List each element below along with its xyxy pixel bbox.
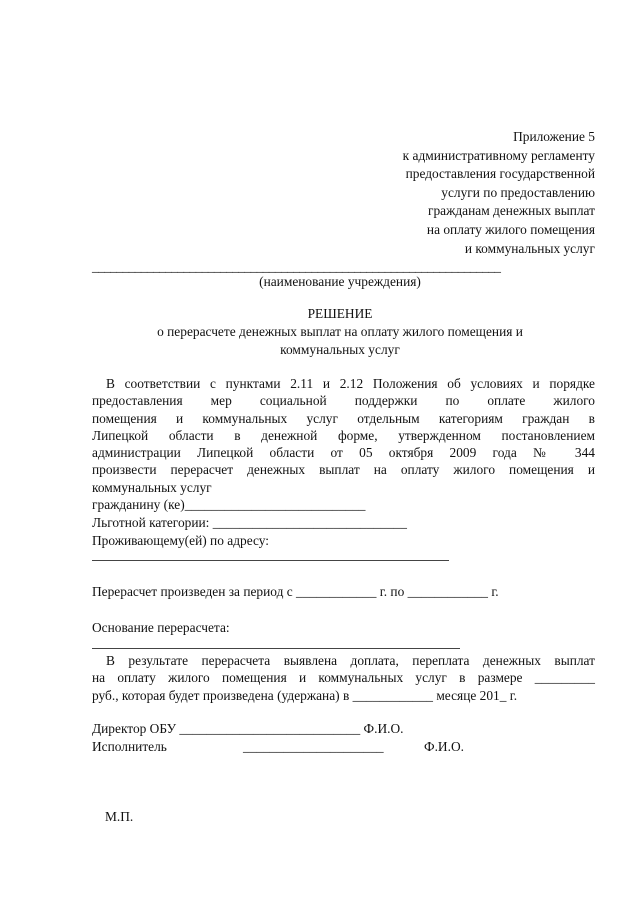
main-paragraph <box>92 375 595 496</box>
result-paragraph <box>92 652 595 704</box>
appendix-line: на оплату жилого помещения <box>426 221 595 237</box>
appendix-line: гражданам денежных выплат <box>427 203 595 219</box>
executor-name: Ф.И.О. <box>424 739 464 754</box>
basis-label: Основание перерасчета: <box>92 620 230 635</box>
appendix-line: к административному регламенту <box>402 147 595 163</box>
appendix-line: предоставления государственной <box>405 166 595 182</box>
appendix-line: Приложение 5 <box>513 129 595 144</box>
paragraph-line: помещения и коммунальных услуг отдельным категориям граждан в <box>92 410 595 426</box>
address-label: Проживающему(ей) по адресу: <box>92 533 269 548</box>
basis-line <box>92 648 460 649</box>
citizen-field: гражданину (ке)___________________________ <box>92 497 366 512</box>
address-line <box>92 560 449 561</box>
document-subtitle-line1: о перерасчете денежных выплат на оплату жилого помещения и <box>157 324 523 339</box>
result-line: руб., которая будет произведена (удержана) в ____________ месяце 201_ г. <box>92 687 518 703</box>
institution-blank: ___________________________________________________________________ <box>92 259 501 274</box>
appendix-header <box>295 128 595 258</box>
result-line: на оплату жилого помещения и коммунальных услуг в размере _________ <box>92 670 595 686</box>
executor-label: Исполнитель <box>92 739 167 754</box>
document-title: РЕШЕНИЕ <box>307 306 373 321</box>
period-field: Перерасчет произведен за период с ____________ г. по ____________ г. <box>92 584 499 599</box>
appendix-line: и коммунальных услуг <box>464 240 595 256</box>
paragraph-line: Липецкой области в денежной форме, утвержденном постановлением <box>92 427 595 443</box>
paragraph-line: администрации Липецкой области от 05 октября 2009 года № 344 <box>92 445 595 461</box>
document-subtitle-line2: коммунальных услуг <box>280 342 400 357</box>
category-field: Льготной категории: _____________________________ <box>92 515 407 530</box>
institution-caption: (наименование учреждения) <box>259 274 421 289</box>
stamp-placeholder: М.П. <box>105 809 134 824</box>
paragraph-line: предоставления мер социальной поддержки по оплате жилого <box>92 393 595 409</box>
executor-blank: _____________________ <box>243 739 384 754</box>
director-signature: Директор ОБУ ___________________________ Ф.И.О. <box>92 721 404 736</box>
result-line: В результате перерасчета выявлена доплата, переплата денежных выплат <box>106 653 595 668</box>
appendix-line: услуги по предоставлению <box>441 184 595 200</box>
paragraph-line: В соответствии с пунктами 2.11 и 2.12 Положения об условиях и порядке <box>106 376 595 391</box>
paragraph-line: произвести перерасчет денежных выплат на оплату жилого помещения и <box>92 462 595 478</box>
paragraph-line: коммунальных услуг <box>92 479 212 495</box>
